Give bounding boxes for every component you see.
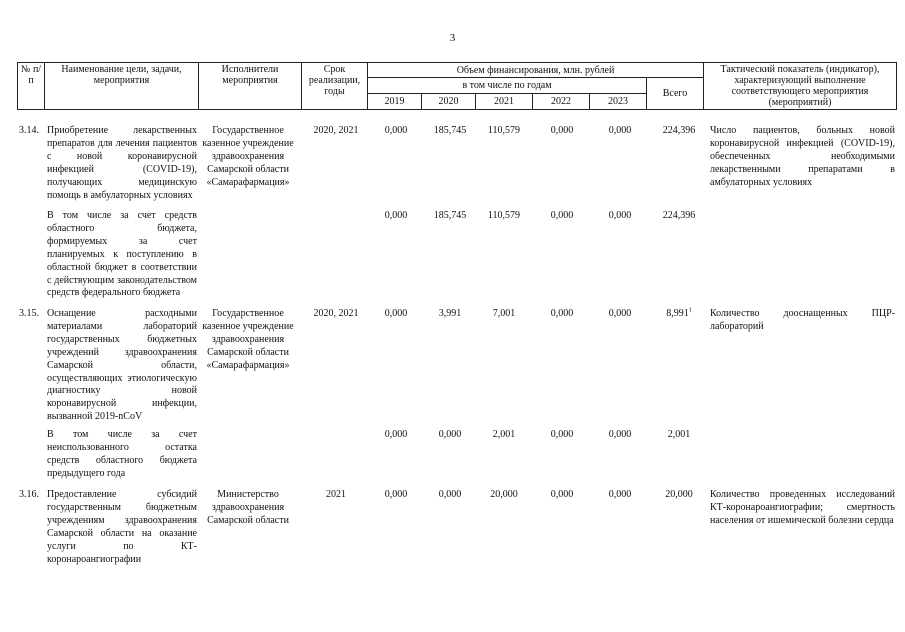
row-value-2022: 0,000 [550,429,574,440]
row-value-2022: 0,000 [550,125,574,136]
row-value-2023: 0,000 [608,489,632,500]
row-executor: Министерство здравоохранения Самарской области [207,489,289,526]
row-value-2020: 185,745 [433,125,467,136]
row-value-2019: 0,000 [384,429,408,440]
row-number: 3.14. [19,125,39,136]
row-value-2020: 0,000 [438,429,462,440]
header-year-2023: 2023 [590,94,647,110]
row-value-2022: 0,000 [550,489,574,500]
row-value-2020: 185,745 [433,210,467,221]
row-value-2021: 20,000 [490,489,518,500]
row-name: Приобретение лекарственных препаратов для лечения пациентов с новой коронавирусной инфекцией (COVID-19), получающих медицинскую помощь в амбулаторных условиях [47,125,197,201]
row-value-2019: 0,000 [384,489,408,500]
header-executor: Исполнители мероприятия [199,63,302,110]
row-value-2019: 0,000 [384,125,408,136]
row-term: 2020, 2021 [313,125,359,136]
row-executor: Государственное казенное учреждение здравоохранения Самарской области «Самарафармация» [202,308,294,371]
row-indicator: Количество проведенных исследований КТ-коронароангиографии; смертность населения от ишемической болезни сердца [710,489,895,526]
row-indicator: Число пациентов, больных новой коронавирусной инфекцией (COVID-19), обеспеченных необходимыми лекарственными препаратами в амбулаторных условиях [710,125,895,188]
row-name: Оснащение расходными материалами лабораторий государственных бюджетных учреждений здравоохранения Самарской области, осуществляющих этиологическую диагностику новой коронавирусной инфекции, вызванной 2019-nCoV [47,308,197,423]
row-value-2023: 0,000 [608,429,632,440]
header-term: Срок реализации, годы [302,63,368,110]
row-name: Предоставление субсидий государственным бюджетным учреждениям здравоохранения Самарской области на оказание услуги по КТ-коронароангиографии [47,489,197,565]
row-total: 8,991$^1$ [666,307,692,319]
header-year-2022: 2022 [533,94,590,110]
row-number: 3.16. [19,489,39,500]
footnote-mark: 1 [688,307,692,314]
row-value-2022: 0,000 [550,308,574,319]
row-executor: Государственное казенное учреждение здравоохранения Самарской области «Самарафармация» [202,125,294,188]
row-value-2020: 3,991 [438,308,462,319]
header-year-2019: 2019 [368,94,422,110]
row-value-2021: 2,001 [492,429,516,440]
header-funding: Объем финансирования, млн. рублей [368,63,704,78]
page-number: 3 [449,32,456,44]
row-term: 2021 [326,489,346,500]
row-value-2023: 0,000 [608,308,632,319]
header-num: № п/п [18,63,45,110]
row-value-2021: 7,001 [492,308,516,319]
row-indicator: Количество дооснащенных ПЦР-лабораторий [710,308,895,332]
header-year-2020: 2020 [422,94,476,110]
header-by-year: в том числе по годам [368,78,647,94]
row-total: 224,396 [662,125,696,136]
header-indicator: Тактический показатель (индикатор), характеризующий выполнение соответствующего мероприятия (мероприятий) [704,63,897,110]
row-value-2021: 110,579 [487,210,521,221]
row-total: 224,396 [662,210,696,221]
row-value-2023: 0,000 [608,125,632,136]
row-value-2019: 0,000 [384,308,408,319]
header-year-2021: 2021 [476,94,533,110]
row-value-2020: 0,000 [438,489,462,500]
row-value-2022: 0,000 [550,210,574,221]
row-total: 2,001 [667,429,691,440]
row-value-2023: 0,000 [608,210,632,221]
row-value-2021: 110,579 [487,125,521,136]
row-term: 2020, 2021 [313,308,359,319]
row-total: 20,000 [665,489,693,500]
row-value-2019: 0,000 [384,210,408,221]
table-header [17,62,897,110]
row-name: В том числе за счет неиспользованного остатка средств областного бюджета предыдущего года [47,429,197,479]
row-number: 3.15. [19,308,39,319]
header-name: Наименование цели, задачи, мероприятия [45,63,199,110]
row-name: В том числе за счет средств областного бюджета, формируемых за счет планируемых к поступлению в областной бюджет в соответствии с действующим законодательством средств федерального бюджета [47,210,197,299]
header-total: Всего [647,78,704,110]
